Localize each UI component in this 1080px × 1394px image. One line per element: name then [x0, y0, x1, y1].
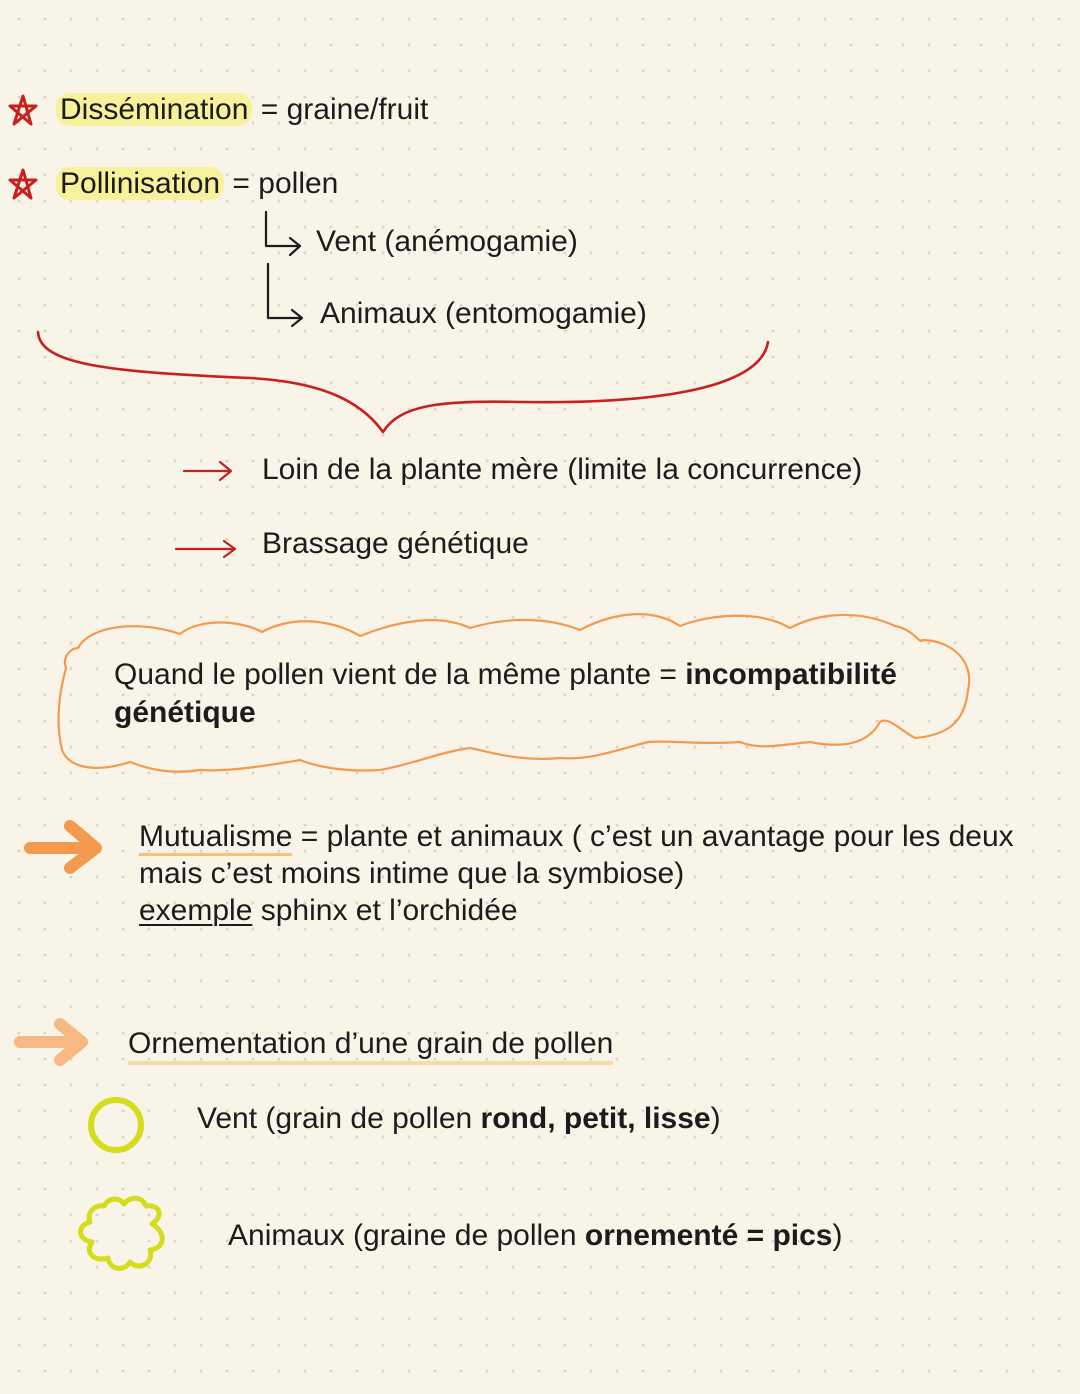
pollen-wind-post: ): [710, 1102, 721, 1135]
branch-arrow-icon: [268, 264, 302, 326]
example-text: sphinx et l’orchidée: [252, 894, 518, 927]
red-arrow-icon: [176, 541, 235, 557]
spiky-pollen-icon: [80, 1198, 162, 1268]
cloud-note: [114, 656, 897, 732]
star-icon: [10, 96, 36, 124]
orange-arrow-icon: [30, 826, 96, 868]
pollinisation-term: Pollinisation: [56, 167, 224, 200]
star-icon: [10, 170, 36, 198]
pollinisation-line: [60, 165, 338, 202]
pollen-animals-bold: ornementé = pics: [584, 1219, 833, 1252]
mutualisme-block: [139, 818, 1014, 929]
pollen-animals-pre: Animaux (graine de pollen: [228, 1219, 585, 1252]
pollen-wind-line: [197, 1100, 721, 1137]
curly-brace-icon: [38, 332, 768, 432]
cloud-bold-2: génétique: [114, 696, 256, 729]
smooth-pollen-circle-icon: [91, 1100, 141, 1150]
dissemination-term: Dissémination: [56, 93, 252, 126]
mutualisme-term: Mutualisme: [139, 820, 292, 856]
cloud-text: Quand le pollen vient de la même plante =: [114, 658, 686, 691]
consequence-mix: Brassage génétique: [262, 527, 529, 560]
mutualisme-line2: mais c’est moins intime que la symbiose): [139, 857, 685, 890]
vector-wind: Vent (anémogamie): [316, 225, 578, 258]
pollinisation-definition: = pollen: [224, 167, 339, 200]
red-arrow-icon: [184, 462, 231, 480]
example-label: exemple: [139, 894, 253, 927]
cloud-bold-1: incompatibilité: [685, 658, 897, 691]
pollen-wind-bold: rond, petit, lisse: [480, 1102, 711, 1135]
branch-arrow-icon: [266, 212, 300, 255]
ornementation-title-line: [128, 1025, 613, 1062]
ornementation-title: Ornementation d’une grain de pollen: [128, 1027, 613, 1065]
dissemination-line: [60, 91, 428, 128]
pollen-animals-line: [228, 1217, 842, 1254]
dissemination-definition: = graine/fruit: [252, 93, 429, 126]
mutualisme-line1: = plante et animaux ( c’est un avantage pour les deux: [292, 820, 1014, 853]
orange-arrow-icon: [20, 1024, 82, 1060]
pollen-wind-pre: Vent (grain de pollen: [197, 1102, 481, 1135]
vector-animals: Animaux (entomogamie): [320, 297, 647, 330]
pollen-animals-post: ): [832, 1219, 843, 1252]
consequence-far: Loin de la plante mère (limite la concurrence): [262, 453, 863, 486]
